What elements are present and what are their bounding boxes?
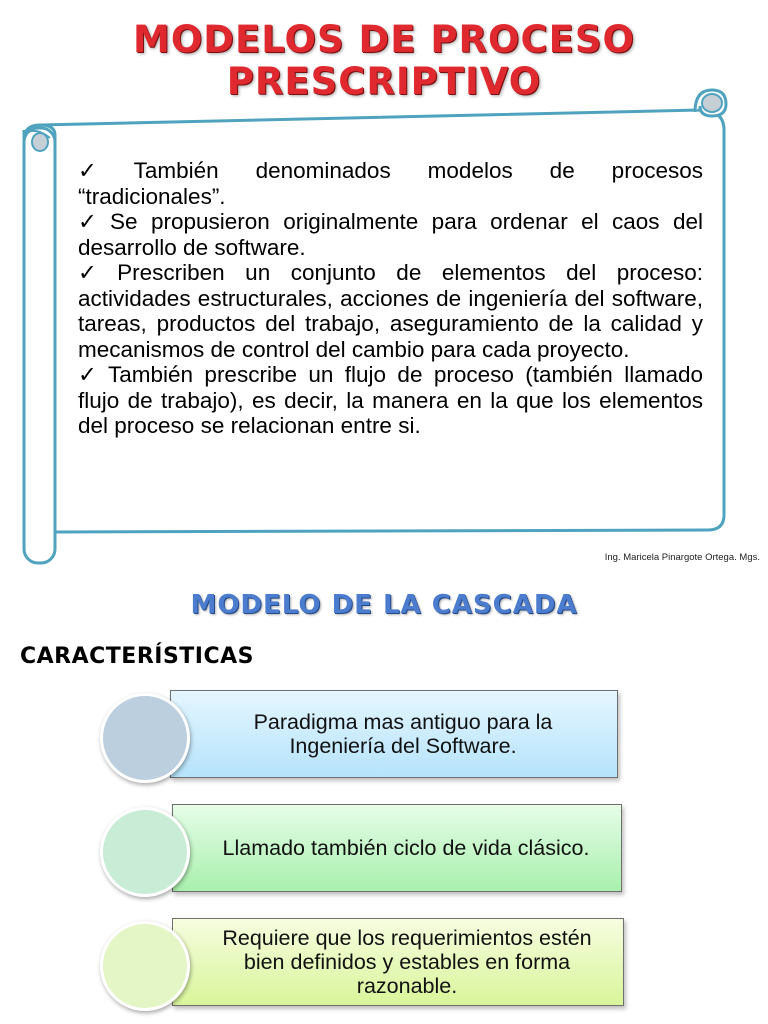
check-icon: ✓ [78,209,105,234]
characteristic-item-2 [0,804,768,904]
check-icon: ✓ [78,158,128,183]
scroll-content [78,158,703,439]
characteristic-item-1 [0,690,768,790]
bullet-4: ✓ También prescribe un flujo de proceso (también llamado flujo de trabajo), es decir, la manera en la que los elementos del proceso se relacionan entre si. [78,362,703,438]
section-subheading: CARACTERÍSTICAS [20,644,254,669]
characteristic-box: Requiere que los requerimientos estén bien definidos y estables en forma razonable. [172,918,624,1006]
characteristic-box: Paradigma mas antiguo para la Ingeniería del Software. [170,690,618,778]
page-title-line-1: MODELOS DE PROCESO [133,18,635,61]
circle-marker [100,921,190,1011]
check-icon: ✓ [78,260,112,285]
bullet-3: ✓ Prescriben un conjunto de elementos del proceso: actividades estructurales, acciones de ingeniería del software, tareas, productos del trabajo, aseguramiento de la calidad y mecanismos de control del cambio para cada proyecto. [78,260,703,362]
circle-marker [100,693,190,783]
bullet-1: ✓ También denominados modelos de procesos “tradicionales”. [78,158,703,209]
circle-marker [100,807,190,897]
page-title-line-2: PRESCRIPTIVO [226,60,542,103]
section-heading: MODELO DE LA CASCADA [190,590,578,620]
bullet-2: ✓ Se propusieron originalmente para ordenar el caos del desarrollo de software. [78,209,703,260]
author-credit: Ing. Maricela Pinargote Ortega. Mgs. [604,552,760,563]
characteristic-item-3 [0,918,768,1018]
check-icon: ✓ [78,362,102,387]
characteristic-box: Llamado también ciclo de vida clásico. [172,804,622,892]
